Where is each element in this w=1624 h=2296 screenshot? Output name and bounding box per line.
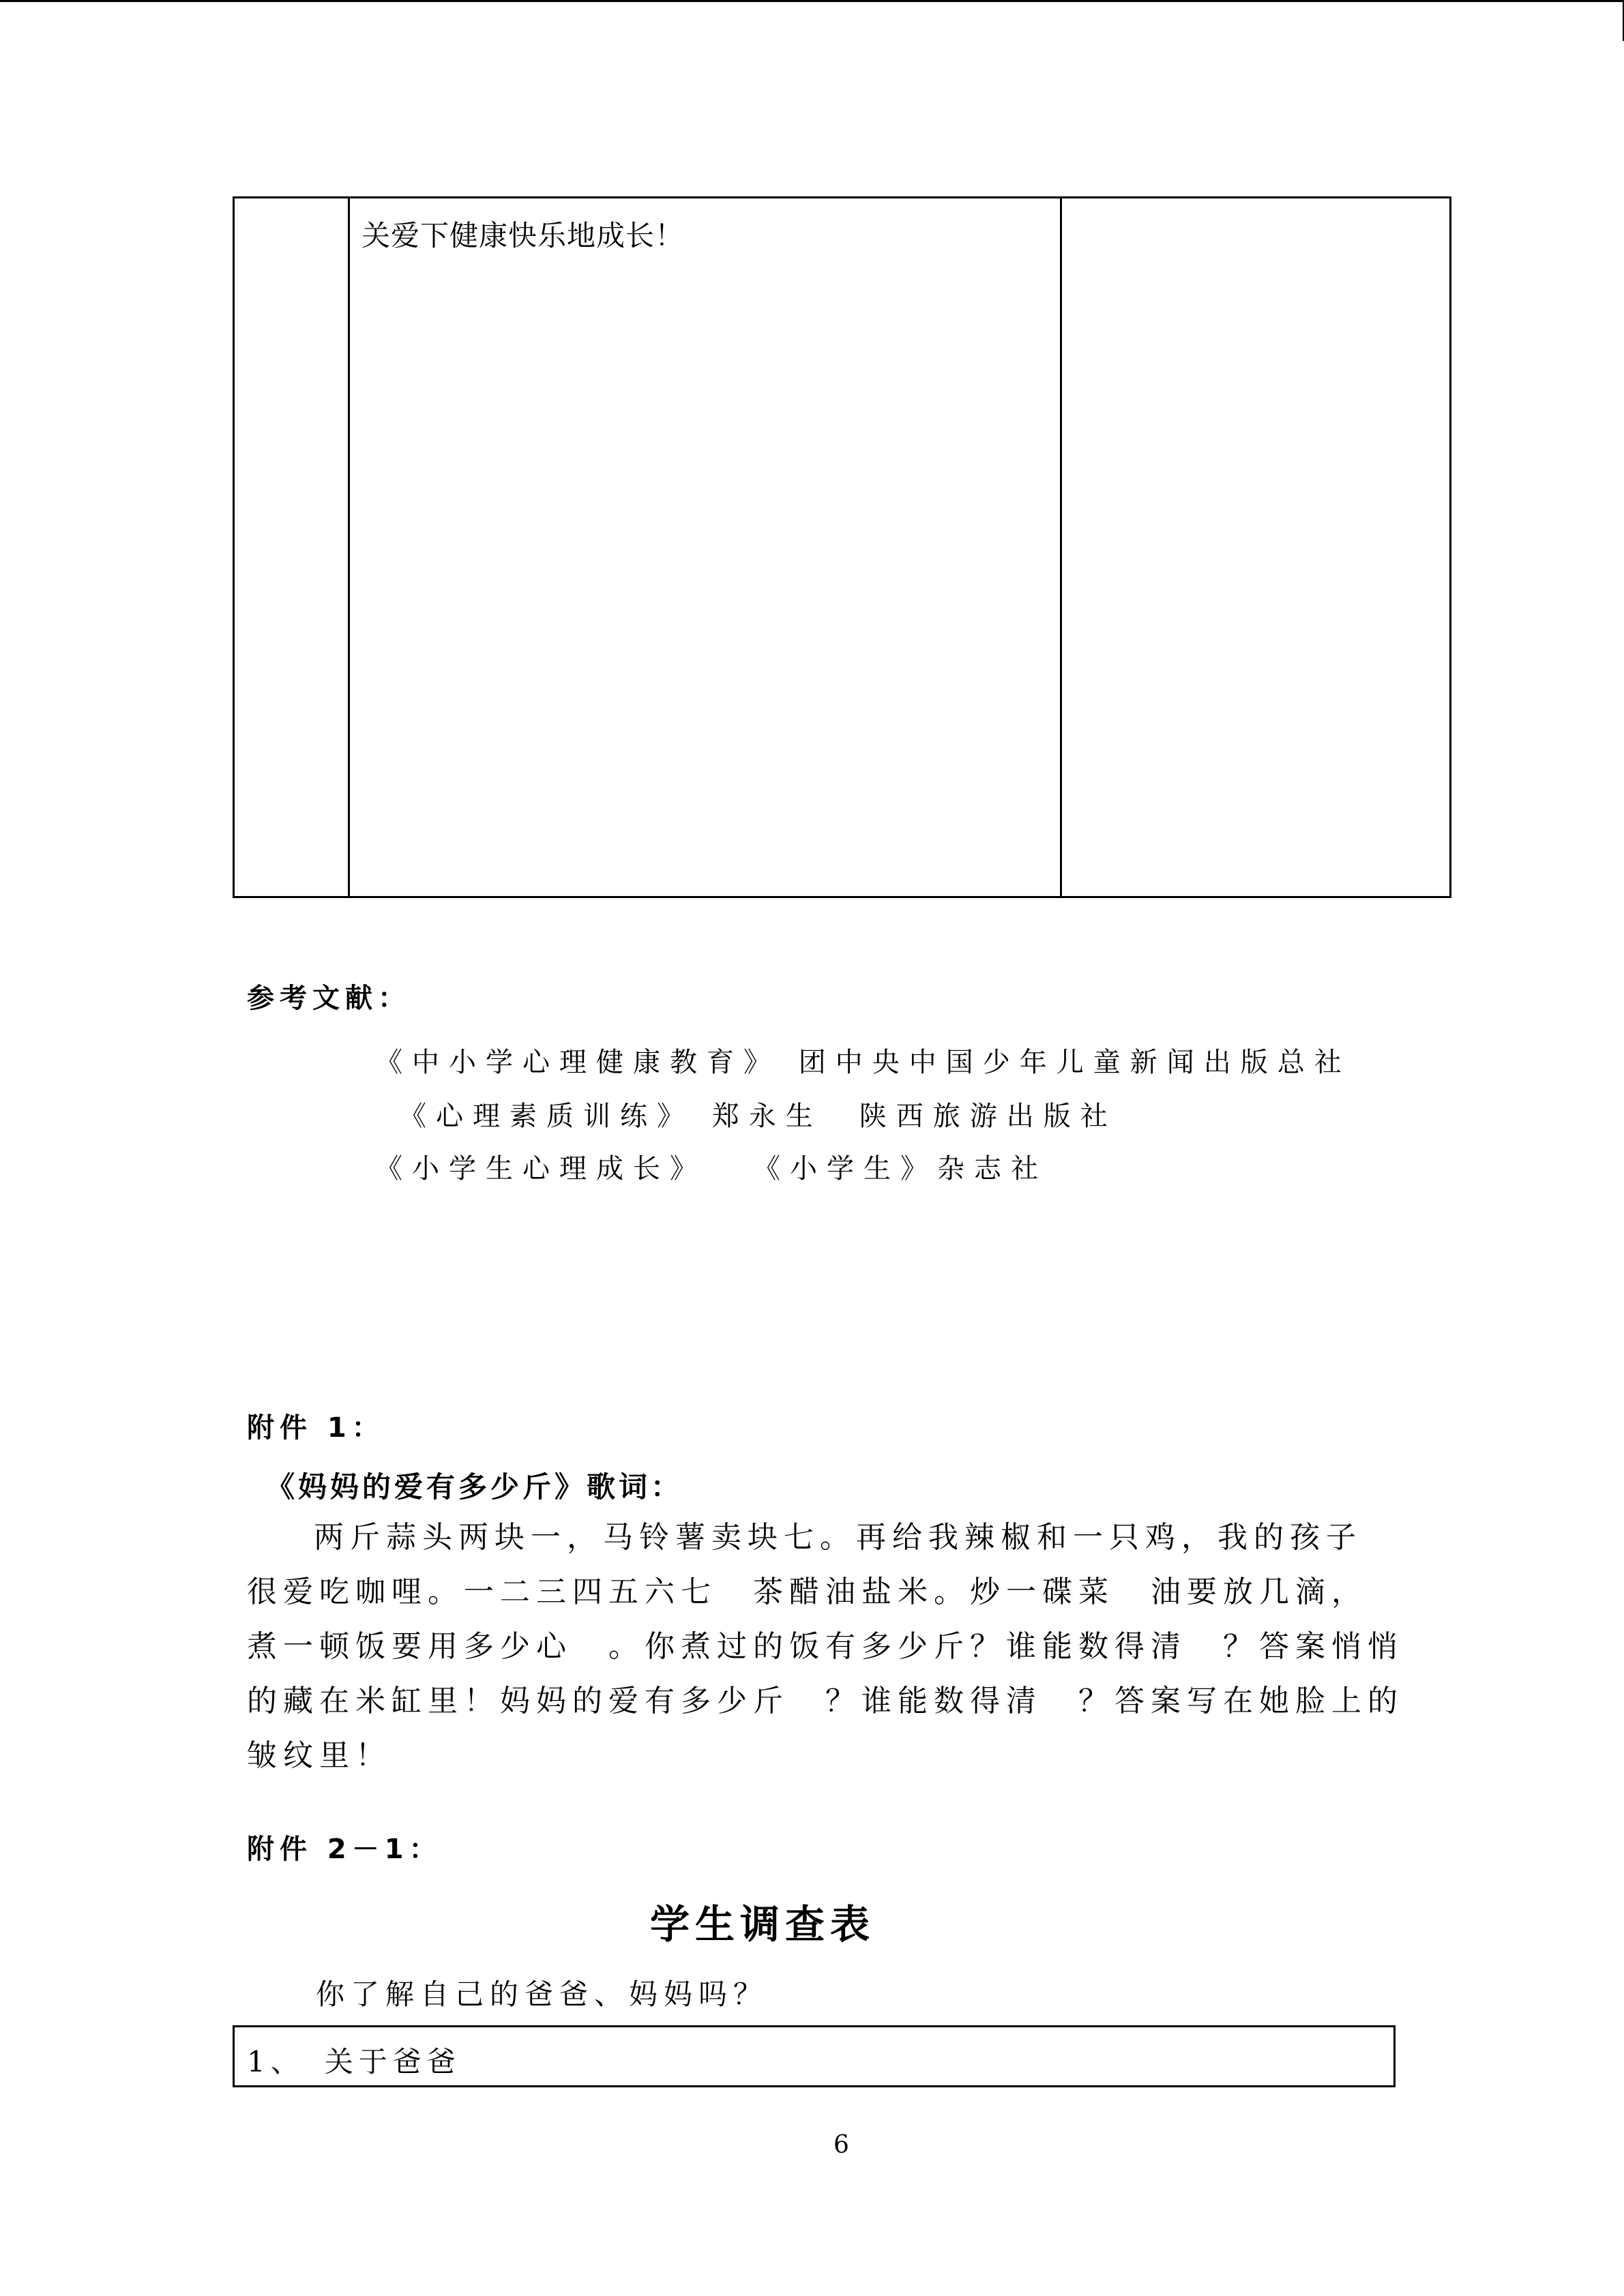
lesson-table bbox=[233, 196, 1451, 898]
page-top-border bbox=[0, 0, 1624, 2]
survey-title: 学生调查表 bbox=[649, 1901, 875, 1948]
lyrics-line: 煮一顿饭要用多少心 。你煮过的饭有多少斤？谁能数得清 ？答案悄悄 bbox=[247, 1629, 1404, 1664]
lyrics-line: 皱纹里！ bbox=[247, 1738, 392, 1773]
page-number: 6 bbox=[833, 2131, 849, 2159]
lyrics-line: 很爱吃咖哩。一二三四五六七 茶醋油盐米。炒一碟菜 油要放几滴， bbox=[247, 1575, 1368, 1609]
table-cell-col1 bbox=[235, 198, 350, 896]
table-cell-col3 bbox=[1060, 198, 1449, 896]
survey-question: 你了解自己的爸爸、妈妈吗？ bbox=[316, 1978, 769, 2011]
appendix2-heading: 附件 2－1： bbox=[247, 1834, 442, 1865]
survey-item: 1、 关于爸爸 bbox=[247, 2045, 461, 2078]
lyrics-line: 的藏在米缸里！妈妈的爱有多少斤 ？谁能数得清 ？答案写在她脸上的 bbox=[247, 1684, 1404, 1718]
reference-item: 《中小学心理健康教育》 团中央中国少年儿童新闻出版总社 bbox=[375, 1047, 1351, 1078]
song-title: 《妈妈的爱有多少斤》歌词： bbox=[266, 1470, 683, 1504]
reference-item: 《心理素质训练》 郑永生 陕西旅游出版社 bbox=[399, 1101, 1117, 1132]
table-cell-text: 关爱下健康快乐地成长！ bbox=[361, 219, 685, 252]
reference-item: 《小学生心理成长》 《小学生》杂志社 bbox=[375, 1153, 1048, 1184]
lyrics-line: 两斤蒜头两块一，马铃薯卖块七。再给我辣椒和一只鸡，我的孩子 bbox=[314, 1520, 1362, 1555]
references-heading: 参考文献： bbox=[247, 983, 411, 1014]
appendix1-heading: 附件 1： bbox=[247, 1412, 385, 1444]
table-cell-col2 bbox=[348, 198, 1062, 896]
survey-box bbox=[233, 2025, 1396, 2087]
